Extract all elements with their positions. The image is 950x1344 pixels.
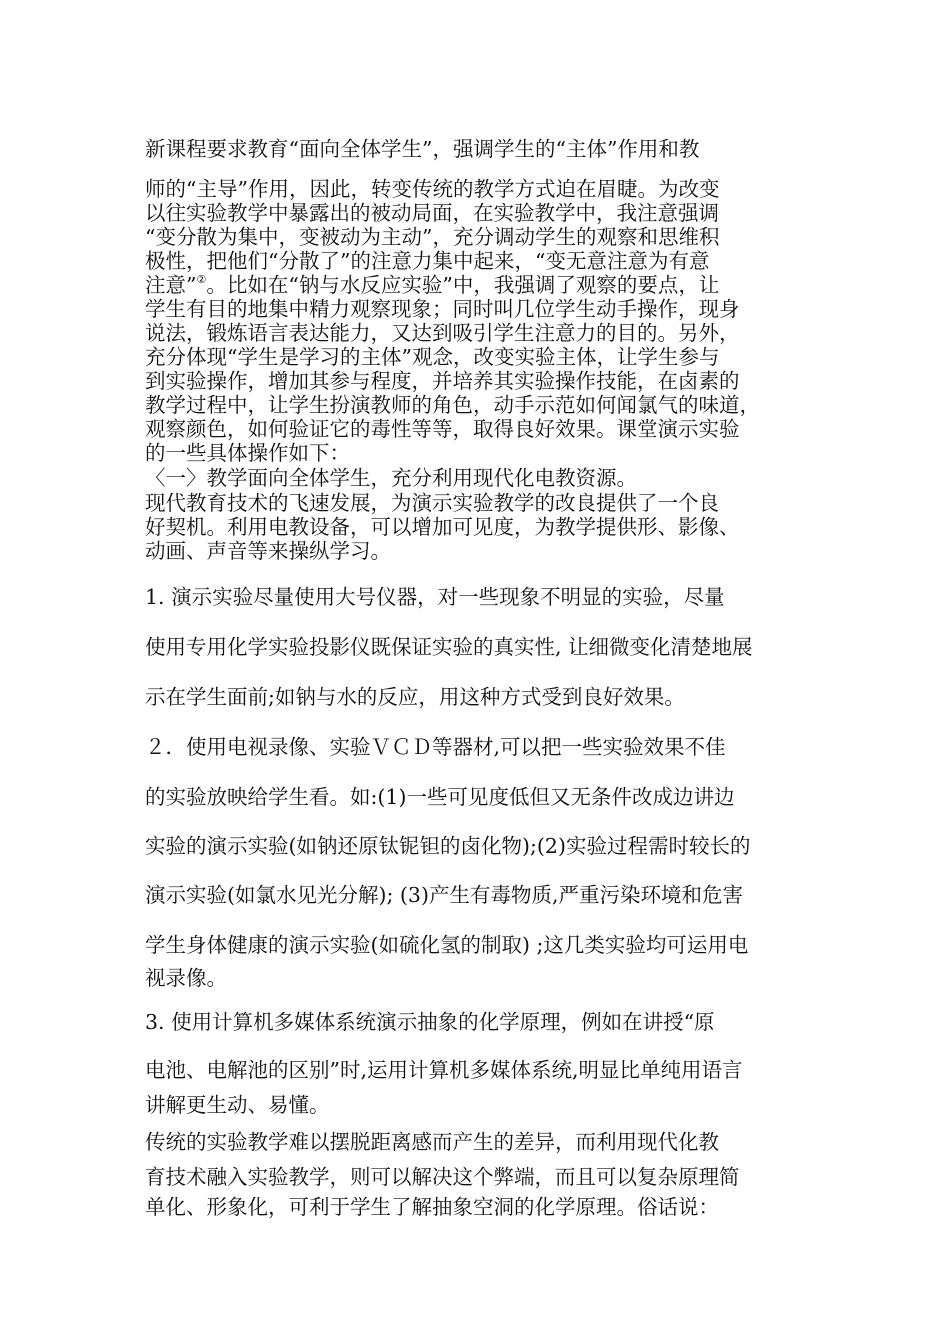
text-line: 单化、形象化，可利于学生了解抽象空洞的化学原理。俗话说： xyxy=(145,1195,719,1219)
text-line: 教学过程中，让学生扮演教师的角色，动手示范如何闻氯气的味道， xyxy=(145,393,760,417)
text-line: 讲解更生动、易懂。 xyxy=(145,1093,330,1117)
text-line: 学生身体健康的演示实验(如硫化氢的制取) ;这几类实验均可运用电 xyxy=(145,933,749,957)
text-line: 1. 演示实验尽量使用大号仪器，对一些现象不明显的实验，尽量 xyxy=(145,585,725,609)
text-line: 示在学生面前;如钠与水的反应，用这种方式受到良好效果。 xyxy=(145,685,685,709)
text-segment: 。比如在“钠与水反应实验”中，我强调了观察的要点，让 xyxy=(206,273,720,297)
text-line: 使用专用化学实验投影仪既保证实验的真实性, 让细微变化清楚地展 xyxy=(145,635,753,659)
text-line: “变分散为集中，变被动为主动”，充分调动学生的观察和思维积 xyxy=(145,225,720,249)
section-heading: 〈一〉教学面向全体学生，充分利用现代化电教资源。 xyxy=(145,466,637,490)
text-line: 说法，锻炼语言表达能力，又达到吸引学生注意力的目的。另外， xyxy=(145,321,740,345)
text-line: 实验的演示实验(如钠还原钛铌钽的卤化物);(2)实验过程需时较长的 xyxy=(145,834,751,858)
text-line: 的一些具体操作如下： xyxy=(145,441,350,465)
text-line: 好契机。利用电教设备，可以增加可见度，为教学提供形、影像、 xyxy=(145,515,740,539)
text-line: 极性，把他们“分散了”的注意力集中起来，“变无意注意为有意 xyxy=(145,249,710,273)
text-line: 观察颜色，如何验证它的毒性等等，取得良好效果。课堂演示实验 xyxy=(145,417,740,441)
text-line xyxy=(145,273,815,297)
text-line: 动画、声音等来操纵学习。 xyxy=(145,539,391,563)
text-line: 演示实验(如氯水见光分解); (3)产生有毒物质,严重污染环境和危害 xyxy=(145,883,743,907)
footnote-marker: ② xyxy=(196,273,207,286)
text-line: 现代教育技术的飞速发展，为演示实验教学的改良提供了一个良 xyxy=(145,491,719,515)
text-line: 电池、电解池的区别”时,运用计算机多媒体系统,明显比单纯用语言 xyxy=(145,1058,743,1082)
text-line: 充分体现“学生是学习的主体”观念，改变实验主体，让学生参与 xyxy=(145,345,720,369)
text-line: ２．使用电视录像、实验ＶＣＤ等器材,可以把一些实验效果不佳 xyxy=(145,735,726,759)
text-line: 传统的实验教学难以摆脱距离感而产生的差异，而利用现代化教 xyxy=(145,1130,719,1154)
text-line: 到实验操作，增加其参与程度，并培养其实验操作技能，在卤素的 xyxy=(145,369,740,393)
text-line: 3. 使用计算机多媒体系统演示抽象的化学原理，例如在讲授“原 xyxy=(145,1010,715,1034)
text-line: 师的“主导”作用，因此，转变传统的教学方式迫在眉睫。为改变 xyxy=(145,177,720,201)
text-line: 以往实验教学中暴露出的被动局面，在实验教学中，我注意强调 xyxy=(145,201,719,225)
text-line: 新课程要求教育“面向全体学生”，强调学生的“主体”作用和教 xyxy=(145,137,700,161)
text-line: 育技术融入实验教学，则可以解决这个弊端，而且可以复杂原理简 xyxy=(145,1165,740,1189)
text-line: 视录像。 xyxy=(145,966,227,990)
text-line: 学生有目的地集中精力观察现象；同时叫几位学生动手操作，现身 xyxy=(145,297,740,321)
text-line: 的实验放映给学生看。如:(1)一些可见度低但又无条件改成边讲边 xyxy=(145,785,735,809)
text-segment: 注意” xyxy=(145,273,197,297)
